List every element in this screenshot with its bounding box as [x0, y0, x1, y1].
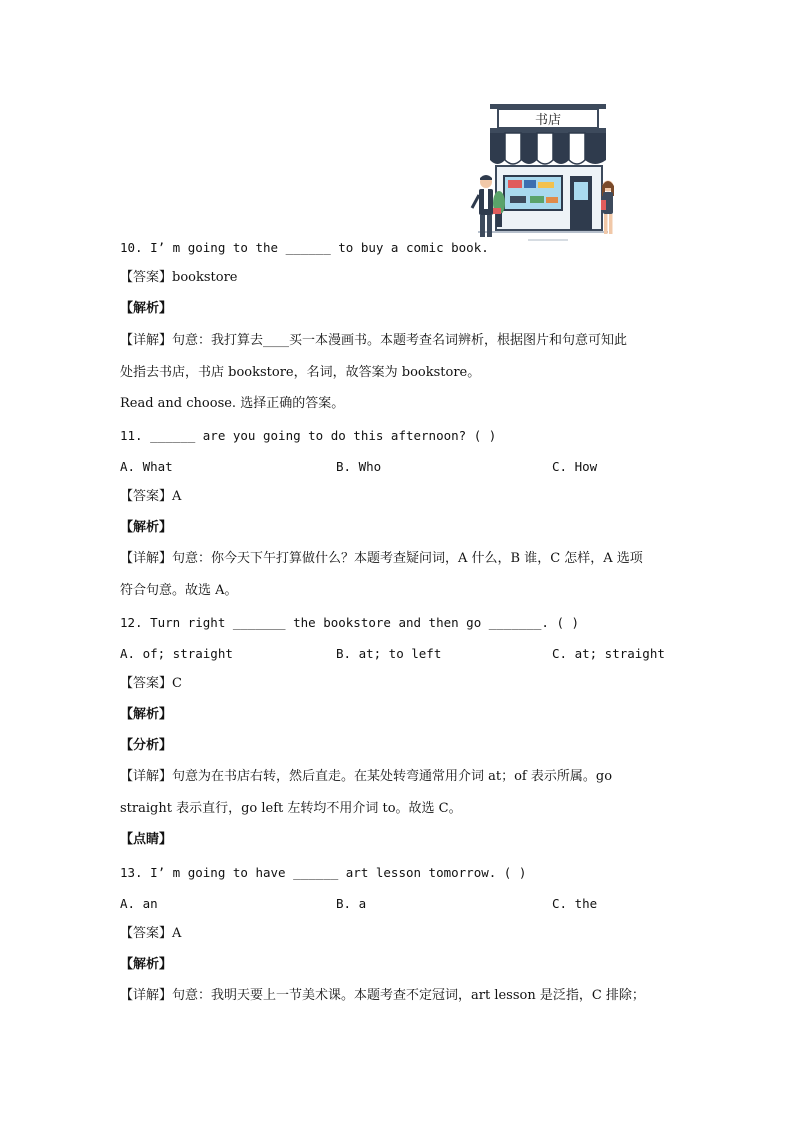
analysis-13: 【解析】: [120, 957, 173, 972]
question-11: 11. ______ are you going to do this afternoon? ( ): [120, 428, 497, 443]
answer-12: 【答案】C: [120, 676, 182, 691]
detail-10-line-2: 处指去书店，书店 bookstore，名词，故答案为 bookstore。: [120, 365, 481, 380]
answer-10: 【答案】bookstore: [120, 270, 238, 285]
detail-12-line-1: 【详解】句意为在书店右转，然后直走。在某处转弯通常用介词 at；of 表示所属。go: [120, 769, 613, 784]
option-12-c: C. at; straight: [552, 646, 665, 661]
detail-13-line-1: 【详解】句意：我明天要上一节美术课。本题考查不定冠词，art lesson 是泛指，C 排除；: [120, 988, 645, 1003]
answer-11: 【答案】A: [120, 489, 182, 504]
option-13-a: A. an: [120, 896, 158, 911]
analysis-12: 【解析】: [120, 707, 173, 722]
detail-10-line-1: 【详解】句意：我打算去____买一本漫画书。本题考查名词辨析，根据图片和句意可知此: [120, 333, 628, 348]
sign-text: 书店: [534, 113, 562, 128]
detail-11-line-1: 【详解】句意：你今天下午打算做什么？本题考查疑问词，A 什么，B 谁，C 怎样，A 选项: [120, 551, 643, 566]
option-12-b: B. at; to left: [336, 646, 442, 661]
option-13-b: B. a: [336, 896, 367, 911]
question-10: 10. I’ m going to the ______ to buy a comic book.: [120, 240, 489, 255]
detail-12-line-2: straight 表示直行，go left 左转均不用介词 to。故选 C。: [120, 801, 462, 816]
answer-13: 【答案】A: [120, 926, 182, 941]
fenxi-12: 【分析】: [120, 738, 173, 753]
section-heading: Read and choose. 选择正确的答案。: [120, 396, 345, 411]
bookstore-illustration: [468, 100, 614, 256]
dianjing-12: 【点睛】: [120, 832, 173, 847]
option-12-a: A. of; straight: [120, 646, 233, 661]
option-11-c: C. How: [552, 459, 598, 474]
option-11-b: B. Who: [336, 459, 382, 474]
analysis-11: 【解析】: [120, 520, 173, 535]
analysis-10: 【解析】: [120, 301, 173, 316]
question-12: 12. Turn right _______ the bookstore and then go _______. ( ): [120, 615, 580, 630]
detail-11-line-2: 符合句意。故选 A。: [120, 583, 238, 598]
option-13-c: C. the: [552, 896, 598, 911]
option-11-a: A. What: [120, 459, 173, 474]
question-13: 13. I’ m going to have ______ art lesson tomorrow. ( ): [120, 865, 527, 880]
